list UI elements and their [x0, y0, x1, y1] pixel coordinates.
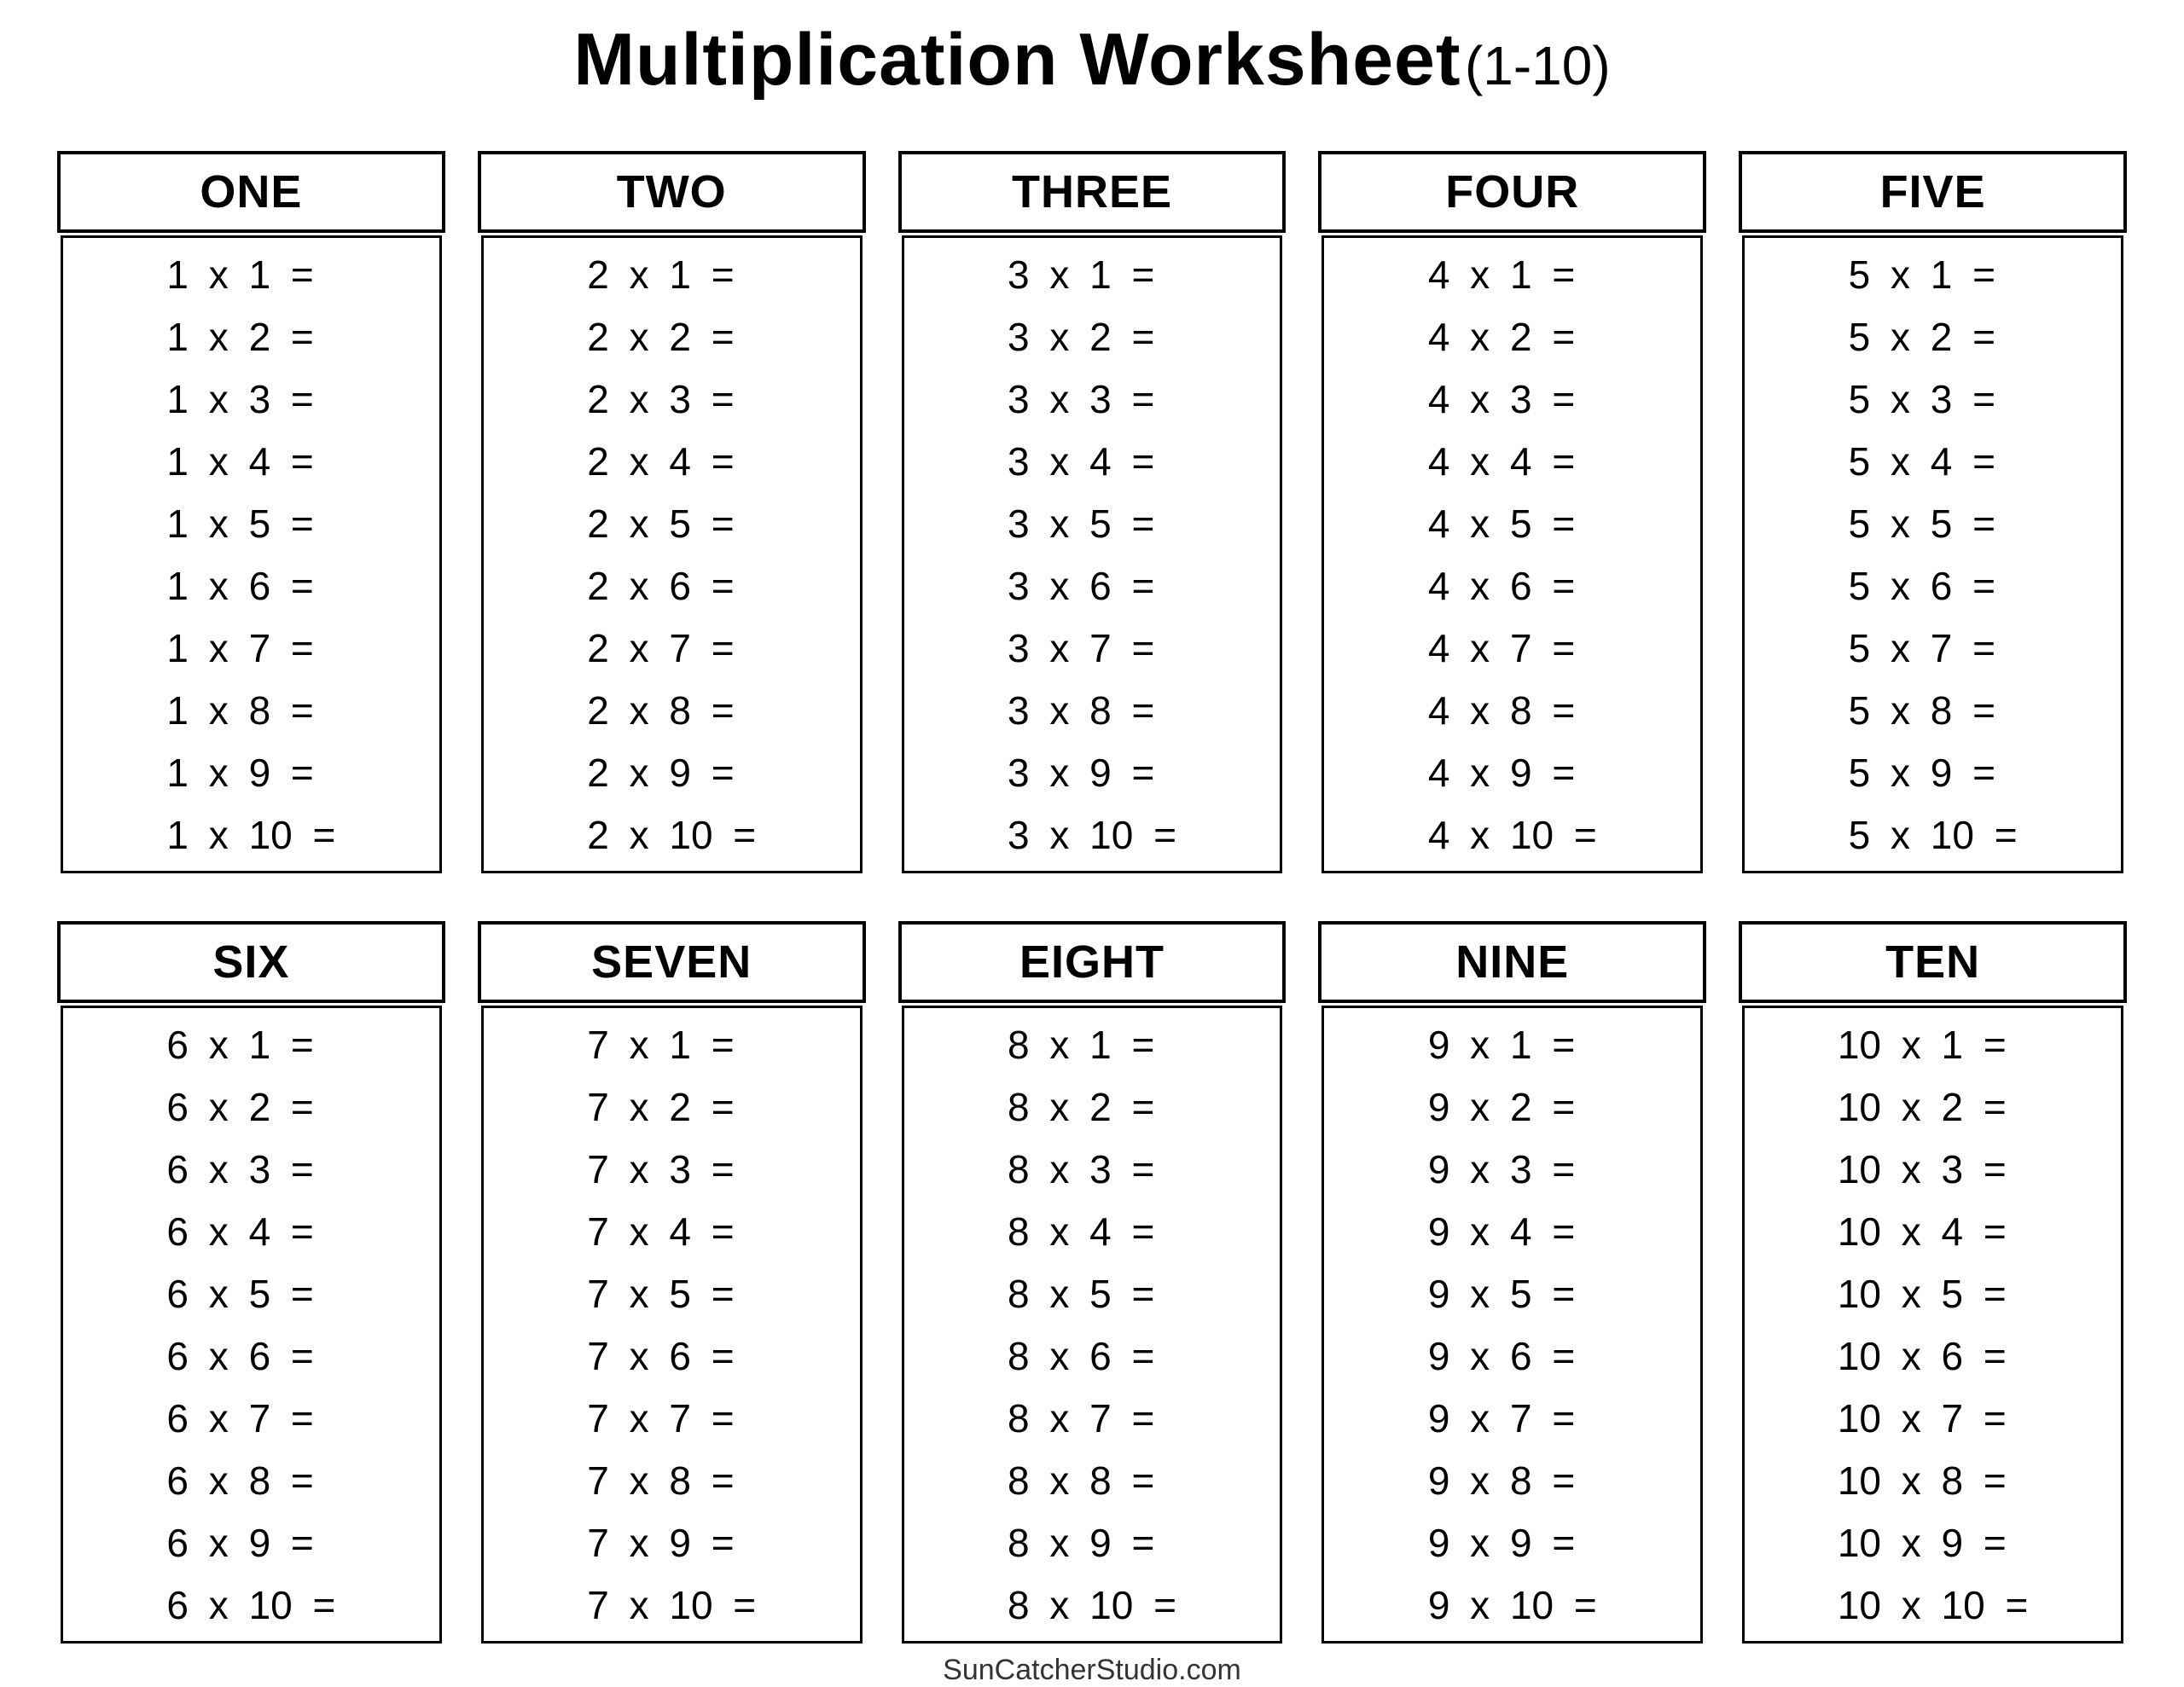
table-header-label: FOUR — [1445, 166, 1580, 217]
problem-row: 4 x 5 = — [1427, 501, 1576, 546]
table-header — [898, 151, 1287, 233]
problem-row: 1 x 4 = — [166, 439, 314, 484]
table-header-label: ONE — [200, 166, 303, 217]
problem-row: 8 x 9 = — [1008, 1521, 1155, 1565]
problem-row: 9 x 10 = — [1427, 1583, 1597, 1627]
problem-row: 3 x 6 = — [1008, 564, 1155, 608]
table-header — [478, 921, 866, 1003]
problem-row: 6 x 9 = — [166, 1521, 314, 1565]
problem-row: 10 x 7 = — [1837, 1396, 2007, 1441]
problem-row: 3 x 1 = — [1008, 252, 1155, 297]
problem-row: 7 x 2 = — [587, 1085, 735, 1129]
page-title-range: (1-10) — [1464, 35, 1611, 96]
problem-list — [1849, 244, 2018, 867]
problem-row: 6 x 1 = — [166, 1023, 314, 1067]
problem-row: 8 x 7 = — [1008, 1396, 1155, 1441]
problem-row: 1 x 1 = — [166, 252, 314, 297]
problem-row: 9 x 2 = — [1427, 1085, 1576, 1129]
table-header-label: SEVEN — [591, 936, 752, 988]
problem-row: 6 x 3 = — [166, 1147, 314, 1191]
problem-row: 10 x 10 = — [1837, 1583, 2029, 1627]
problem-row: 6 x 4 = — [166, 1209, 314, 1254]
problem-row: 10 x 8 = — [1837, 1458, 2007, 1503]
table-body — [61, 235, 442, 873]
table-header-label: TEN — [1885, 936, 1981, 988]
problem-row: 9 x 7 = — [1427, 1396, 1576, 1441]
problem-row: 10 x 9 = — [1837, 1521, 2007, 1565]
times-table-five — [1739, 151, 2127, 873]
problem-row: 3 x 10 = — [1008, 813, 1176, 857]
problem-row: 1 x 3 = — [166, 377, 314, 421]
problem-row: 7 x 6 = — [587, 1334, 735, 1378]
problem-row: 4 x 6 = — [1427, 564, 1576, 608]
problem-row: 5 x 9 = — [1848, 751, 1995, 795]
problem-row: 8 x 8 = — [1008, 1458, 1155, 1503]
problem-list — [1838, 1014, 2029, 1637]
table-header — [1739, 921, 2127, 1003]
problem-row: 10 x 4 = — [1837, 1209, 2007, 1254]
problem-row: 6 x 7 = — [166, 1396, 314, 1441]
times-table-nine — [1318, 921, 1706, 1644]
problem-row: 1 x 10 = — [166, 813, 336, 857]
problem-row: 8 x 4 = — [1008, 1209, 1155, 1254]
table-body — [1321, 235, 1703, 873]
table-body — [481, 1006, 863, 1644]
problem-list — [166, 244, 335, 867]
problem-row: 9 x 6 = — [1427, 1334, 1576, 1378]
problem-row: 5 x 8 = — [1848, 688, 1995, 733]
page-title — [0, 0, 2184, 125]
problem-row: 5 x 1 = — [1848, 252, 1995, 297]
table-header — [57, 921, 445, 1003]
problem-row: 5 x 5 = — [1848, 501, 1995, 546]
page-title-main: Multiplication Worksheet — [573, 19, 1461, 101]
problem-row: 1 x 6 = — [166, 564, 314, 608]
problem-row: 10 x 1 = — [1837, 1023, 2007, 1067]
times-table-one — [57, 151, 445, 873]
problem-row: 7 x 7 = — [587, 1396, 735, 1441]
problem-row: 3 x 7 = — [1008, 626, 1155, 670]
problem-row: 3 x 9 = — [1008, 751, 1155, 795]
table-body — [61, 1006, 442, 1644]
table-body — [902, 1006, 1283, 1644]
problem-row: 8 x 3 = — [1008, 1147, 1155, 1191]
problem-row: 9 x 8 = — [1427, 1458, 1576, 1503]
problem-row: 7 x 8 = — [587, 1458, 735, 1503]
problem-row: 3 x 5 = — [1008, 501, 1155, 546]
problem-row: 2 x 8 = — [587, 688, 735, 733]
problem-row: 4 x 1 = — [1427, 252, 1576, 297]
problem-row: 3 x 3 = — [1008, 377, 1155, 421]
problem-row: 1 x 8 = — [166, 688, 314, 733]
problem-row: 9 x 4 = — [1427, 1209, 1576, 1254]
problem-row: 2 x 10 = — [587, 813, 757, 857]
times-table-seven — [478, 921, 866, 1644]
problem-row: 6 x 2 = — [166, 1085, 314, 1129]
problem-row: 1 x 9 = — [166, 751, 314, 795]
table-header-label: TWO — [616, 166, 727, 217]
problem-row: 9 x 1 = — [1427, 1023, 1576, 1067]
problem-row: 9 x 3 = — [1427, 1147, 1576, 1191]
problem-row: 10 x 5 = — [1837, 1272, 2007, 1316]
table-header-label: NINE — [1455, 936, 1570, 988]
times-table-ten — [1739, 921, 2127, 1644]
problem-row: 5 x 4 = — [1848, 439, 1995, 484]
table-header — [1318, 921, 1706, 1003]
problem-row: 2 x 3 = — [587, 377, 735, 421]
table-body — [1321, 1006, 1703, 1644]
problem-row: 2 x 6 = — [587, 564, 735, 608]
problem-row: 2 x 5 = — [587, 501, 735, 546]
problem-list — [587, 244, 756, 867]
problem-row: 1 x 2 = — [166, 315, 314, 359]
problem-row: 7 x 9 = — [587, 1521, 735, 1565]
problem-row: 4 x 2 = — [1427, 315, 1576, 359]
problem-row: 6 x 10 = — [166, 1583, 336, 1627]
problem-row: 9 x 9 = — [1427, 1521, 1576, 1565]
table-body — [1742, 1006, 2123, 1644]
problem-row: 3 x 8 = — [1008, 688, 1155, 733]
table-body — [481, 235, 863, 873]
table-header — [1318, 151, 1706, 233]
times-table-six — [57, 921, 445, 1644]
problem-row: 4 x 10 = — [1427, 813, 1597, 857]
problem-row: 6 x 8 = — [166, 1458, 314, 1503]
table-header — [898, 921, 1287, 1003]
table-header-label: THREE — [1011, 166, 1172, 217]
problem-row: 3 x 4 = — [1008, 439, 1155, 484]
problem-row: 4 x 8 = — [1427, 688, 1576, 733]
problem-row: 5 x 7 = — [1848, 626, 1995, 670]
problem-row: 1 x 5 = — [166, 501, 314, 546]
times-table-three — [898, 151, 1287, 873]
problem-row: 10 x 2 = — [1837, 1085, 2007, 1129]
problem-row: 2 x 7 = — [587, 626, 735, 670]
problem-row: 4 x 9 = — [1427, 751, 1576, 795]
problem-row: 5 x 3 = — [1848, 377, 1995, 421]
problem-row: 8 x 5 = — [1008, 1272, 1155, 1316]
problem-row: 4 x 3 = — [1427, 377, 1576, 421]
table-body — [1742, 235, 2123, 873]
problem-row: 7 x 10 = — [587, 1583, 757, 1627]
problem-row: 2 x 9 = — [587, 751, 735, 795]
problem-row: 8 x 1 = — [1008, 1023, 1155, 1067]
problem-row: 5 x 6 = — [1848, 564, 1995, 608]
problem-row: 2 x 1 = — [587, 252, 735, 297]
table-header-label: SIX — [212, 936, 290, 988]
problem-row: 6 x 6 = — [166, 1334, 314, 1378]
problem-row: 8 x 10 = — [1008, 1583, 1176, 1627]
problem-row: 10 x 6 = — [1837, 1334, 2007, 1378]
problem-list — [587, 1014, 756, 1637]
problem-list — [1008, 1014, 1176, 1637]
problem-row: 8 x 2 = — [1008, 1085, 1155, 1129]
problem-row: 5 x 10 = — [1848, 813, 2018, 857]
table-header — [1739, 151, 2127, 233]
problem-row: 5 x 2 = — [1848, 315, 1995, 359]
table-header-label: FIVE — [1879, 166, 1986, 217]
problem-row: 7 x 1 = — [587, 1023, 735, 1067]
problem-row: 4 x 7 = — [1427, 626, 1576, 670]
table-header — [57, 151, 445, 233]
problem-list — [1428, 1014, 1597, 1637]
problem-row: 1 x 7 = — [166, 626, 314, 670]
problem-row: 3 x 2 = — [1008, 315, 1155, 359]
problem-row: 7 x 5 = — [587, 1272, 735, 1316]
worksheet-grid — [57, 151, 2127, 1644]
times-table-two — [478, 151, 866, 873]
table-header — [478, 151, 866, 233]
footer-credit: SunCatcherStudio.com — [943, 1654, 1241, 1686]
problem-row: 10 x 3 = — [1837, 1147, 2007, 1191]
problem-row: 4 x 4 = — [1427, 439, 1576, 484]
problem-row: 9 x 5 = — [1427, 1272, 1576, 1316]
problem-row: 7 x 3 = — [587, 1147, 735, 1191]
times-table-four — [1318, 151, 1706, 873]
problem-list — [1428, 244, 1597, 867]
problem-row: 7 x 4 = — [587, 1209, 735, 1254]
problem-list — [166, 1014, 335, 1637]
problem-row: 2 x 4 = — [587, 439, 735, 484]
problem-row: 2 x 2 = — [587, 315, 735, 359]
problem-list — [1008, 244, 1176, 867]
table-body — [902, 235, 1283, 873]
times-table-eight — [898, 921, 1287, 1644]
table-header-label: EIGHT — [1019, 936, 1165, 988]
problem-row: 6 x 5 = — [166, 1272, 314, 1316]
problem-row: 8 x 6 = — [1008, 1334, 1155, 1378]
